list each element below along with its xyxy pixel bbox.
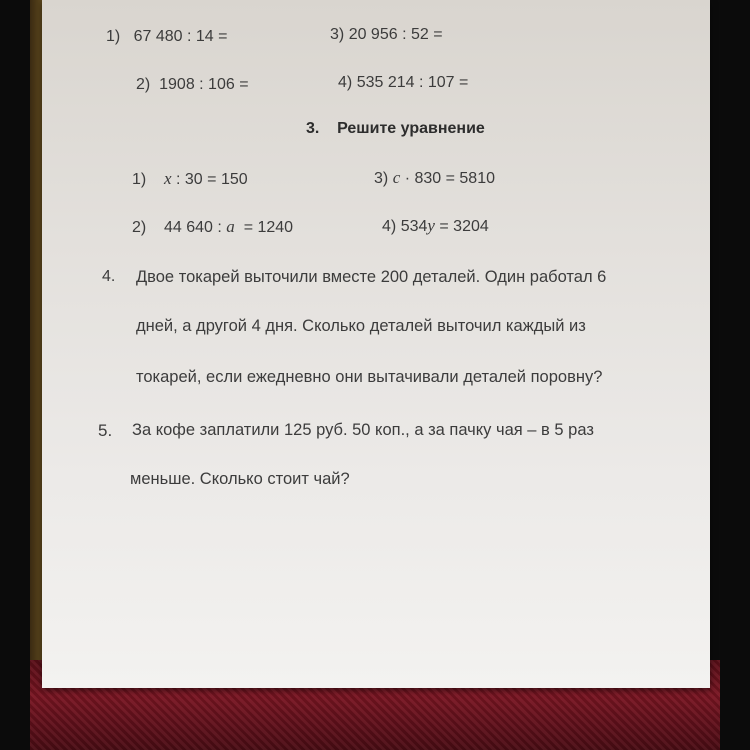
item-number: 3): [374, 170, 389, 187]
expression-prefix: 44 640 :: [164, 219, 222, 236]
equation-3: [374, 168, 495, 188]
equation-2: [132, 217, 293, 237]
task4-line-3: токарей, если ежедневно они вытачивали деталей поровну?: [136, 368, 603, 386]
task-title: Решите уравнение: [337, 120, 485, 137]
item-number: 4): [382, 218, 397, 235]
task2-item-2: [136, 76, 249, 94]
item-number: 1): [132, 171, 147, 188]
expression: 67 480 : 14 =: [133, 28, 228, 45]
item-number: 4): [338, 74, 353, 91]
equation-4: [382, 216, 489, 236]
task-number: 3.: [306, 120, 320, 137]
task4-line-2: дней, а другой 4 дня. Сколько деталей выточил каждый из: [136, 317, 586, 335]
variable: c: [392, 168, 401, 187]
item-number: 3): [330, 26, 345, 43]
item-number: 2): [132, 219, 147, 236]
variable: a: [226, 217, 235, 236]
item-number: 2): [136, 76, 151, 93]
expression: 1908 : 106 =: [159, 76, 249, 93]
task2-item-4: [338, 74, 468, 92]
variable: y: [427, 216, 435, 235]
equation-1: [132, 169, 248, 189]
expression: 20 956 : 52 =: [348, 26, 443, 43]
item-number: 1): [106, 28, 121, 45]
expression-prefix: 534: [400, 218, 428, 235]
task3-heading: [306, 120, 485, 138]
expression: 535 214 : 107 =: [356, 74, 469, 91]
expression: = 1240: [243, 219, 294, 236]
expression: : 30 = 150: [176, 171, 248, 188]
task5-line-2: меньше. Сколько стоит чай?: [130, 470, 350, 488]
expression: = 3204: [439, 218, 489, 235]
task2-item-1: [106, 28, 227, 46]
variable: x: [164, 169, 172, 188]
expression: · 830 = 5810: [404, 170, 495, 187]
task2-item-3: [330, 26, 443, 44]
worksheet-paper: [42, 0, 710, 688]
task4-line-1: Двое токарей выточили вместе 200 деталей. Один работал 6: [136, 268, 607, 286]
task5-number: 5.: [98, 421, 113, 440]
task5-line-1: За кофе заплатили 125 руб. 50 коп., а за пачку чая – в 5 раз: [132, 421, 594, 439]
task4-number: 4.: [102, 268, 116, 285]
